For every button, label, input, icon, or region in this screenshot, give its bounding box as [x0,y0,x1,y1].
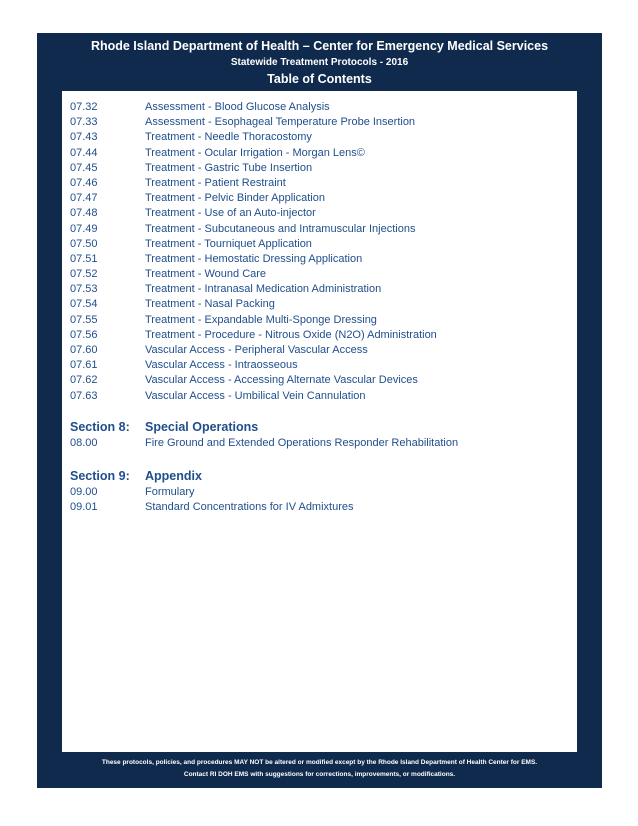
toc-entry[interactable] [70,191,570,206]
section-8-heading[interactable] [70,418,570,436]
toc-entry[interactable] [70,176,570,191]
toc-entry[interactable] [70,328,570,343]
toc-entry[interactable] [70,313,570,328]
page-title: Rhode Island Department of Health – Center for Emergency Medical Services [90,39,549,53]
toc-entry[interactable] [70,436,570,451]
toc-entry[interactable] [70,222,570,237]
section-9-label: Section 9: [70,468,130,483]
toc-entry[interactable] [70,237,570,252]
toc-content [62,91,577,752]
section-7-items [70,100,570,404]
section-9-items [70,485,570,515]
toc-entry-title: Formulary [145,485,195,498]
page-header [37,33,602,91]
toc-entry-title: Treatment - Tourniquet Application [145,237,312,250]
toc-entry[interactable] [70,100,570,115]
page-footer [37,757,602,781]
toc-entry-title: Treatment - Hemostatic Dressing Application [145,252,363,265]
toc-heading: Table of Contents [267,72,372,86]
toc-entry-number: 07.48 [70,207,98,220]
toc-entry-title: Treatment - Nasal Packing [145,298,275,311]
toc-entry-title: Treatment - Expandable Multi-Sponge Dressing [145,313,377,326]
toc-entry-number: 07.53 [70,283,98,296]
toc-entry-number: 09.00 [70,485,98,498]
toc-entry[interactable] [70,343,570,358]
page-frame [37,33,602,788]
toc-entry-title: Treatment - Ocular Irrigation - Morgan Lens© [145,146,365,159]
toc-entry-number: 08.00 [70,436,98,449]
toc-entry[interactable] [70,485,570,500]
toc-entry[interactable] [70,358,570,373]
toc-entry[interactable] [70,373,570,388]
toc-entry-title: Treatment - Procedure - Nitrous Oxide (N2O) Administration [145,328,437,341]
toc-entry-number: 07.60 [70,344,98,356]
toc-entry[interactable] [70,500,570,515]
toc-entry[interactable] [70,297,570,312]
toc-entry-title: Fire Ground and Extended Operations Responder Rehabilitation [145,436,459,449]
toc-entry-number: 07.61 [70,359,98,372]
toc-entry-number: 07.62 [70,374,98,387]
toc-entry-number: 07.51 [70,252,98,265]
toc-entry[interactable] [70,267,570,282]
toc-entry-title: Vascular Access - Peripheral Vascular Access [145,344,368,356]
section-9-title: Appendix [145,468,202,483]
toc-entry-title: Treatment - Gastric Tube Insertion [145,161,313,174]
toc-entry-number: 07.56 [70,328,98,341]
section-8-title: Special Operations [145,419,259,434]
toc-entry-title: Assessment - Blood Glucose Analysis [145,101,330,113]
toc-entry-title: Treatment - Pelvic Binder Application [145,192,325,205]
toc-entry[interactable] [70,282,570,297]
toc-entry[interactable] [70,206,570,221]
section-9-heading[interactable] [70,467,570,485]
toc-entry-title: Treatment - Intranasal Medication Administration [145,283,382,296]
toc-entry-number: 07.52 [70,268,98,281]
toc-entry-title: Assessment - Esophageal Temperature Probe Insertion [145,116,416,129]
toc-entry-title: Vascular Access - Intraosseous [145,359,298,372]
toc-entry[interactable] [70,115,570,130]
toc-entry-number: 07.49 [70,222,98,235]
footer-line-1: These protocols, policies, and procedures MAY NOT be altered or modified except by the Rhode Island Department of Health Center for EMS. [101,759,538,766]
toc-entry-number: 07.32 [70,101,98,113]
toc-entry-title: Vascular Access - Accessing Alternate Vascular Devices [145,374,418,387]
toc-entry[interactable] [70,161,570,176]
toc-entry-number: 07.50 [70,237,98,250]
toc-entry-number: 07.45 [70,161,98,174]
toc-entry-number: 07.47 [70,192,98,205]
footer-line-2: Contact RI DOH EMS with suggestions for corrections, improvements, or modifications. [183,771,456,778]
toc-entry-title: Treatment - Patient Restraint [145,176,286,189]
toc-entry-number: 07.63 [70,389,98,402]
toc-entry-number: 07.43 [70,131,98,144]
toc-entry-number: 07.54 [70,298,98,311]
toc-entry-title: Treatment - Wound Care [145,268,267,281]
section-8-items [70,436,570,451]
toc-entry[interactable] [70,389,570,404]
toc-entry-number: 07.55 [70,313,98,326]
toc-list [70,100,570,515]
toc-entry[interactable] [70,146,570,161]
section-8-label: Section 8: [70,419,130,434]
toc-entry-title: Treatment - Subcutaneous and Intramuscular Injections [145,222,416,235]
toc-entry-title: Vascular Access - Umbilical Vein Cannulation [145,389,366,402]
toc-entry-number: 07.44 [70,146,98,159]
toc-entry-title: Treatment - Needle Thoracostomy [145,131,312,144]
toc-entry-number: 09.01 [70,501,98,514]
toc-entry[interactable] [70,252,570,267]
toc-entry-number: 07.46 [70,176,98,189]
toc-entry-title: Standard Concentrations for IV Admixtures [145,501,354,514]
page-subtitle: Statewide Treatment Protocols - 2016 [230,57,409,68]
toc-entry[interactable] [70,130,570,145]
toc-entry-number: 07.33 [70,116,98,129]
toc-entry-title: Treatment - Use of an Auto-injector [145,207,316,220]
